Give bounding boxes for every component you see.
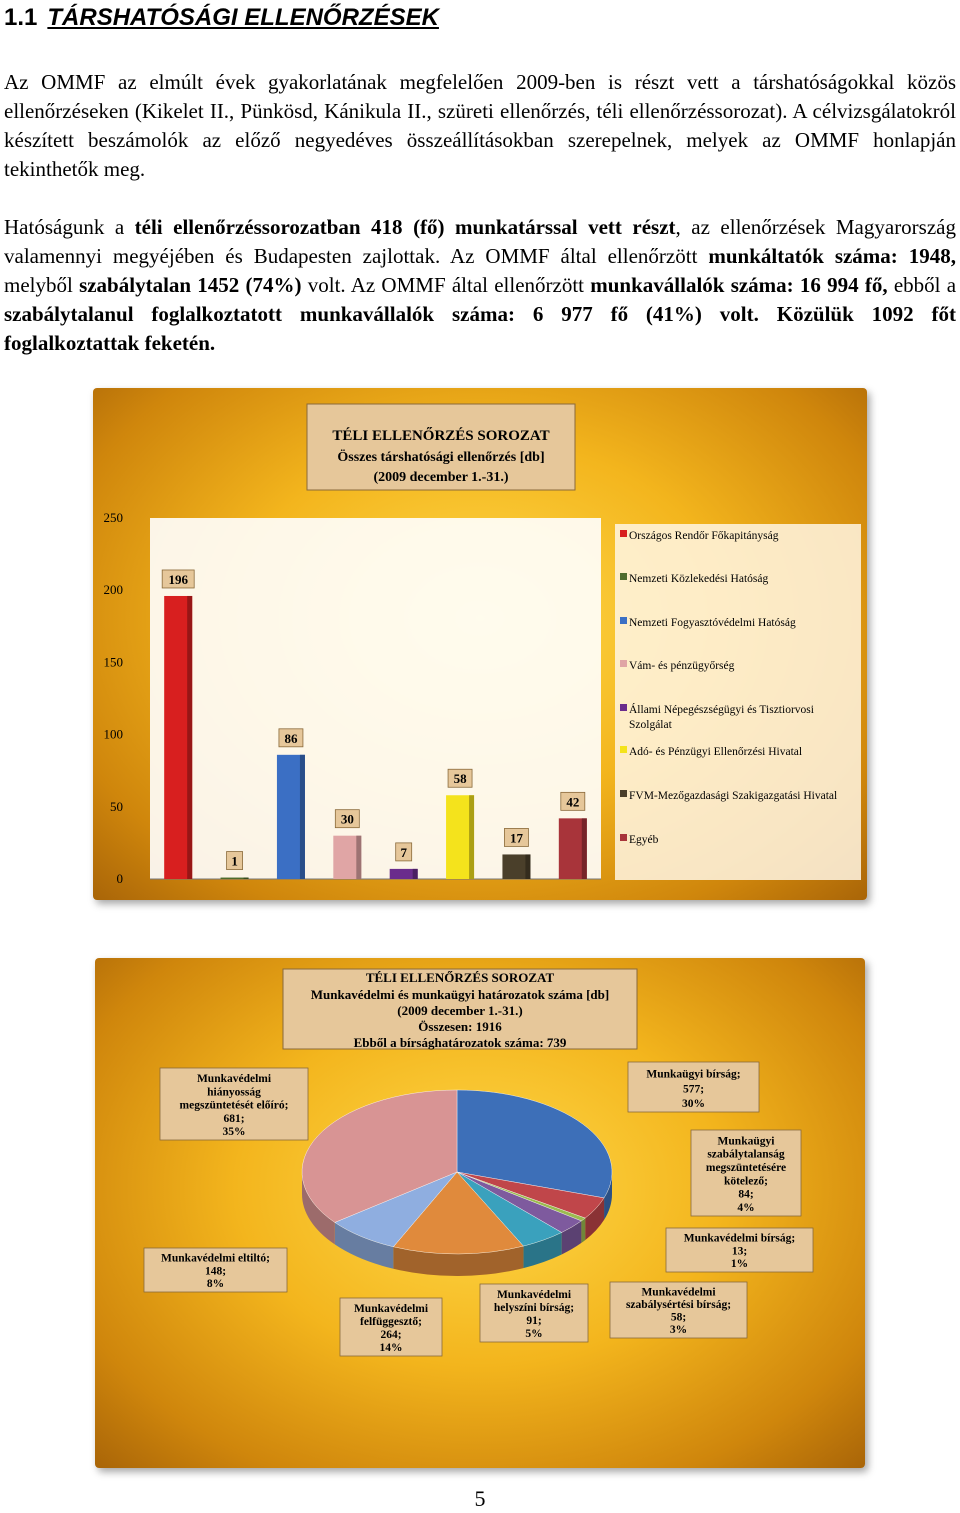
legend-swatch: [620, 704, 627, 711]
pie-data-label: 1%: [730, 1258, 749, 1270]
pie-data-label: Munkaügyi: [717, 1135, 775, 1148]
section-title: TÁRSHATÓSÁGI ELLENŐRZÉSEK: [47, 4, 439, 31]
pie-data-label: 13;: [731, 1245, 748, 1258]
legend-label: Egyéb: [629, 834, 659, 846]
bar-value-label: 7: [400, 844, 407, 860]
pie-data-label: szabálysértési bírság;: [625, 1299, 732, 1311]
statistics-paragraph: [4, 213, 956, 358]
legend-label: Szolgálat: [629, 719, 672, 731]
pie-data-label: 4%: [737, 1202, 755, 1214]
pie-data-label: helyszíni bírság;: [493, 1302, 575, 1314]
chart-title-line: Ebből a bírsághatározatok száma: 739: [353, 1035, 567, 1050]
para-text: ebből a: [887, 273, 957, 297]
section-heading: [4, 4, 439, 32]
para-text: melyből: [4, 273, 80, 297]
pie-data-label: Munkavédelmi eltiltó;: [161, 1252, 270, 1265]
intro-paragraph: Az OMMF az elmúlt évek gyakorlatának megfelelően 2009-ben is részt vett a társhatóságokkal közös ellenőrzéseken (Kikelet II., Pünkösd, Kánikula II., szüreti ellenőrzés, téli ellenőrzéssorozat). A célvizsgálatokról készített beszámolók az előző negyedéves összeállításokban szerepelnek, melyek az OMMF honlapján tekinthetők meg.: [4, 70, 956, 181]
pie-data-label: megszüntetésére: [705, 1162, 787, 1174]
bar-shade-8: [582, 818, 587, 879]
pie-data-label: felfüggesztő;: [360, 1316, 422, 1328]
chart-title-line: (2009 december 1.-31.): [373, 470, 509, 485]
pie-data-label: 681;: [223, 1112, 245, 1125]
pie-data-label: 58;: [670, 1311, 687, 1324]
pie-data-label: 35%: [222, 1126, 246, 1138]
bar-value-label: 58: [453, 771, 467, 787]
para-text: Hatóságunk a: [4, 215, 135, 239]
chart-title-line: Összes társhatósági ellenőrzés [db]: [337, 450, 545, 465]
legend-swatch: [620, 834, 627, 841]
pie-data-label: 5%: [525, 1328, 543, 1340]
para-bold: munkavállalók száma: 16 994 fő,: [590, 273, 888, 297]
bar-value-label: 42: [566, 794, 580, 810]
chart-title-line: TÉLI ELLENŐRZÉS SOROZAT: [332, 428, 550, 444]
bar-value-label: 30: [340, 811, 354, 827]
pie-data-label: hiányosság: [207, 1086, 261, 1099]
pie-data-label: megszüntetését előíró;: [179, 1099, 289, 1112]
y-tick-label: 100: [103, 726, 123, 742]
bar-value-label: 1: [231, 853, 238, 869]
bar-chart-frame: [93, 388, 867, 900]
page-number: 5: [474, 1486, 486, 1511]
bar-shade-1: [187, 596, 192, 879]
pie-data-label: 91;: [526, 1315, 542, 1327]
y-tick-label: 50: [110, 798, 123, 814]
pie-data-label: Munkavédelmi: [196, 1073, 272, 1086]
pie-data-label: Munkavédelmi: [353, 1303, 429, 1315]
y-tick-label: 200: [103, 582, 123, 598]
para-bold: szabálytalan 1452 (74%): [79, 273, 302, 297]
pie-data-label: kötelező;: [723, 1175, 769, 1188]
legend-swatch: [620, 746, 627, 753]
legend-swatch: [620, 790, 627, 797]
para-text: , az ellenőrzések Magyarország valamennyi megyéjében és Budapesten zajlottak. Az OMMF által ellenőrzött: [4, 215, 956, 268]
chart-title-line: Összesen: 1916: [418, 1019, 502, 1034]
legend-label: Országos Rendőr Főkapitányság: [629, 530, 779, 542]
legend-label: Nemzeti Fogyasztóvédelmi Hatóság: [629, 617, 796, 629]
pie-chart-frame: [95, 958, 865, 1468]
pie-data-label: Munkaügyi bírság;: [646, 1068, 741, 1081]
legend-label: Vám- és pénzügyőrség: [629, 660, 735, 672]
bar-shade-6: [469, 795, 474, 879]
chart-title-line: Munkavédelmi és munkaügyi határozatok száma [db]: [310, 987, 610, 1002]
pie-data-label: 14%: [379, 1342, 403, 1354]
para-text: volt. Az OMMF által ellenőrzött: [301, 273, 591, 297]
bar-chart: [93, 388, 867, 900]
legend-label: Állami Népegészségügyi és Tisztiorvosi: [629, 704, 814, 716]
para-bold: szabálytalanul foglalkoztatott munkavállalók száma: 6 977 fő (41%) volt. Közülük 1092 főt foglalkoztattak feketén.: [4, 302, 956, 355]
para-bold: munkáltatók száma: 1948,: [708, 244, 956, 268]
pie-data-label: 8%: [206, 1278, 225, 1290]
pie-data-label: 148;: [204, 1265, 227, 1278]
pie-data-label: 577;: [682, 1083, 705, 1096]
chart-title-line: TÉLI ELLENŐRZÉS SOROZAT: [365, 970, 555, 985]
pie-data-label: szabálytalanság: [707, 1148, 785, 1161]
chart-title-line: (2009 december 1.-31.): [397, 1003, 523, 1018]
bar-shade-5: [413, 869, 418, 879]
legend-label: Nemzeti Közlekedési Hatóság: [629, 573, 769, 585]
pie-slice-side: [581, 1218, 585, 1243]
section-number: 1.1: [4, 4, 38, 31]
y-tick-label: 150: [103, 654, 123, 670]
bar-shade-4: [356, 836, 361, 879]
legend-swatch: [620, 530, 627, 537]
bar-value-label: 17: [509, 830, 523, 846]
pie-data-label: 84;: [738, 1188, 754, 1201]
y-tick-label: 250: [103, 510, 123, 525]
legend-swatch: [620, 660, 627, 667]
para-bold: téli ellenőrzéssorozatban 418 (fő) munkatárssal vett részt: [134, 215, 676, 239]
legend-swatch: [620, 573, 627, 580]
bar-value-label: 196: [168, 571, 188, 587]
legend-label: FVM-Mezőgazdasági Szakigazgatási Hivatal: [629, 790, 838, 802]
pie-data-label: 264;: [380, 1329, 402, 1341]
legend-swatch: [620, 617, 627, 624]
legend-label: Adó- és Pénzügyi Ellenőrzési Hivatal: [629, 746, 803, 758]
pie-chart: [95, 958, 865, 1468]
bar-shade-3: [300, 755, 305, 879]
bar-value-label: 86: [284, 730, 298, 746]
pie-data-label: Munkavédelmi: [641, 1286, 716, 1299]
y-tick-label: 0: [116, 871, 123, 886]
plot-area: [150, 518, 601, 879]
pie-data-label: Munkavédelmi: [496, 1289, 572, 1301]
bar-shade-7: [525, 854, 530, 879]
pie-data-label: 30%: [682, 1098, 705, 1110]
bar-shade-2: [244, 878, 249, 879]
pie-data-label: Munkavédelmi bírság;: [683, 1232, 796, 1245]
pie-data-label: 3%: [669, 1324, 688, 1336]
